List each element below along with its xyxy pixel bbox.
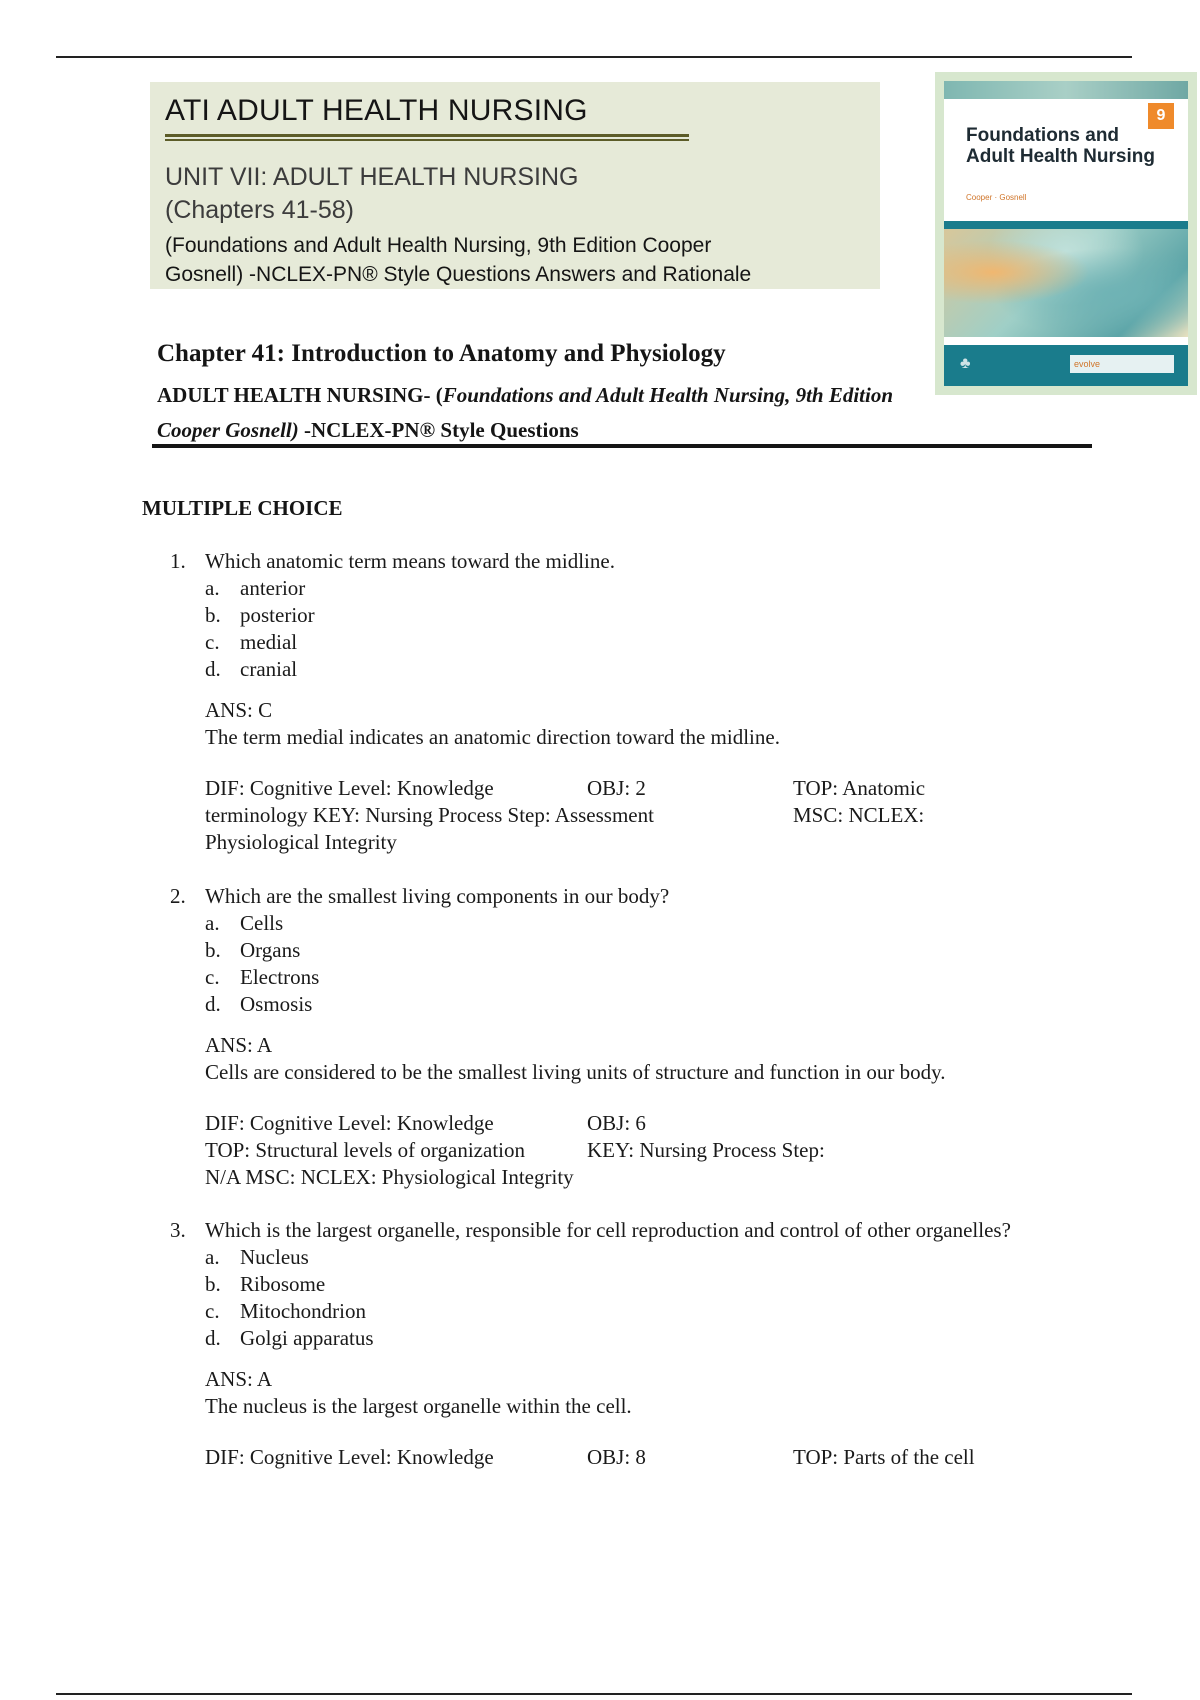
answer-option	[205, 629, 1070, 656]
question-item	[170, 883, 1070, 1191]
option-text: Osmosis	[240, 992, 313, 1016]
answer-options	[205, 910, 1070, 1018]
question-stem	[170, 1217, 1070, 1244]
chapter-title: Chapter 41: Introduction to Anatomy and Physiology	[157, 340, 726, 367]
metadata-field: TOP: Structural levels of organization	[205, 1138, 525, 1162]
metadata-field: KEY: Nursing Process Step:	[587, 1138, 825, 1162]
answer-rationale: Cells are considered to be the smallest living units of structure and function in our body.	[205, 1060, 946, 1084]
option-letter: c.	[205, 630, 220, 654]
question-number: 1.	[170, 549, 186, 573]
answer-option	[205, 964, 1070, 991]
option-text: Golgi apparatus	[240, 1326, 374, 1350]
header-banner	[150, 82, 880, 289]
question-metadata	[205, 775, 1070, 856]
option-letter: d.	[205, 657, 221, 681]
metadata-line	[205, 775, 1070, 802]
option-letter: a.	[205, 1245, 220, 1269]
banner-divider	[165, 134, 689, 141]
option-text: Organs	[240, 938, 301, 962]
option-letter: b.	[205, 603, 221, 627]
answer-option	[205, 937, 1070, 964]
cover-artwork	[944, 229, 1188, 337]
edition-badge: 9	[1148, 103, 1174, 129]
option-letter: b.	[205, 1272, 221, 1296]
heading-rule	[152, 444, 1092, 448]
option-text: Ribosome	[240, 1272, 326, 1296]
section-heading: MULTIPLE CHOICE	[142, 496, 343, 520]
question-text: Which is the largest organelle, responsible for cell reproduction and control of other organelles?	[205, 1218, 1011, 1242]
banner-source-line-1: (Foundations and Adult Health Nursing, 9th Edition Cooper	[165, 234, 712, 257]
answer-option	[205, 1244, 1070, 1271]
cover-title: Foundations and Adult Health Nursing	[966, 125, 1155, 167]
book-cover-image	[935, 72, 1197, 395]
metadata-field: OBJ: 8	[587, 1445, 646, 1469]
metadata-line	[205, 1110, 1070, 1137]
banner-chapters: (Chapters 41-58)	[165, 196, 354, 224]
metadata-field: OBJ: 6	[587, 1111, 646, 1135]
question-text: Which anatomic term means toward the midline.	[205, 549, 615, 573]
banner-source	[165, 231, 865, 289]
option-text: Cells	[240, 911, 284, 935]
metadata-line	[205, 1444, 1070, 1471]
option-text: cranial	[240, 657, 298, 681]
cover-authors: Cooper · Gosnell	[966, 193, 1027, 202]
answer-key: ANS: A	[205, 1033, 273, 1057]
option-letter: c.	[205, 1299, 220, 1323]
option-letter: a.	[205, 911, 220, 935]
question-number: 2.	[170, 884, 186, 908]
answer-option	[205, 656, 1070, 683]
cover-stripe	[944, 221, 1188, 229]
question-item	[170, 1217, 1070, 1471]
subtitle-prefix: ADULT HEALTH NURSING- (	[157, 383, 443, 407]
answer-option	[205, 575, 1070, 602]
evolve-logo: evolve	[1070, 355, 1174, 373]
answer-option	[205, 602, 1070, 629]
option-text: medial	[240, 630, 298, 654]
metadata-field: MSC: NCLEX:	[793, 803, 925, 827]
answer-option	[205, 1298, 1070, 1325]
option-text: posterior	[240, 603, 315, 627]
option-letter: d.	[205, 992, 221, 1016]
banner-unit: UNIT VII: ADULT HEALTH NURSING	[165, 163, 579, 191]
cover-footer	[944, 345, 1188, 386]
cover-top-band	[944, 81, 1188, 99]
option-text: anterior	[240, 576, 306, 600]
option-letter: b.	[205, 938, 221, 962]
metadata-line	[205, 1164, 1070, 1191]
answer-option	[205, 910, 1070, 937]
metadata-field: N/A MSC: NCLEX: Physiological Integrity	[205, 1165, 574, 1189]
question-metadata	[205, 1444, 1070, 1471]
answer-option	[205, 991, 1070, 1018]
question-number: 3.	[170, 1218, 186, 1242]
banner-title: ATI ADULT HEALTH NURSING	[165, 94, 588, 127]
question-metadata	[205, 1110, 1070, 1191]
answer-options	[205, 575, 1070, 683]
subtitle-book-name: Foundations and Adult Health Nursing, 9th Edition Cooper Gosnell)	[157, 383, 894, 442]
chapter-subtitle	[157, 378, 947, 448]
option-letter: c.	[205, 965, 220, 989]
option-letter: d.	[205, 1326, 221, 1350]
option-text: Mitochondrion	[240, 1299, 366, 1323]
answer-rationale: The nucleus is the largest organelle within the cell.	[205, 1394, 632, 1418]
question-stem	[170, 883, 1070, 910]
answer-option	[205, 1325, 1070, 1352]
answer-option	[205, 1271, 1070, 1298]
subtitle-suffix: -NCLEX-PN® Style Questions	[298, 418, 579, 442]
answer-rationale: The term medial indicates an anatomic direction toward the midline.	[205, 725, 780, 749]
bottom-rule	[56, 1693, 1132, 1695]
banner-source-line-2: Gosnell) -NCLEX-PN® Style Questions Answers and Rationale	[165, 263, 752, 286]
metadata-line	[205, 829, 1070, 856]
metadata-line	[205, 802, 1070, 829]
metadata-field: OBJ: 2	[587, 776, 646, 800]
option-text: Nucleus	[240, 1245, 309, 1269]
option-text: Electrons	[240, 965, 320, 989]
metadata-field: DIF: Cognitive Level: Knowledge	[205, 776, 494, 800]
metadata-field: Physiological Integrity	[205, 830, 397, 854]
question-stem	[170, 548, 1070, 575]
question-text: Which are the smallest living components in our body?	[205, 884, 670, 908]
question-item	[170, 548, 1070, 856]
metadata-field: TOP: Parts of the cell	[793, 1445, 975, 1469]
metadata-field: terminology KEY: Nursing Process Step: Assessment	[205, 803, 654, 827]
metadata-field: TOP: Anatomic	[793, 776, 926, 800]
metadata-field: DIF: Cognitive Level: Knowledge	[205, 1445, 494, 1469]
top-rule	[56, 56, 1132, 58]
metadata-line	[205, 1137, 1070, 1164]
answer-key: ANS: C	[205, 698, 273, 722]
answer-key: ANS: A	[205, 1367, 273, 1391]
publisher-tree-icon: ♣	[960, 355, 971, 372]
metadata-field: DIF: Cognitive Level: Knowledge	[205, 1111, 494, 1135]
option-letter: a.	[205, 576, 220, 600]
answer-options	[205, 1244, 1070, 1352]
